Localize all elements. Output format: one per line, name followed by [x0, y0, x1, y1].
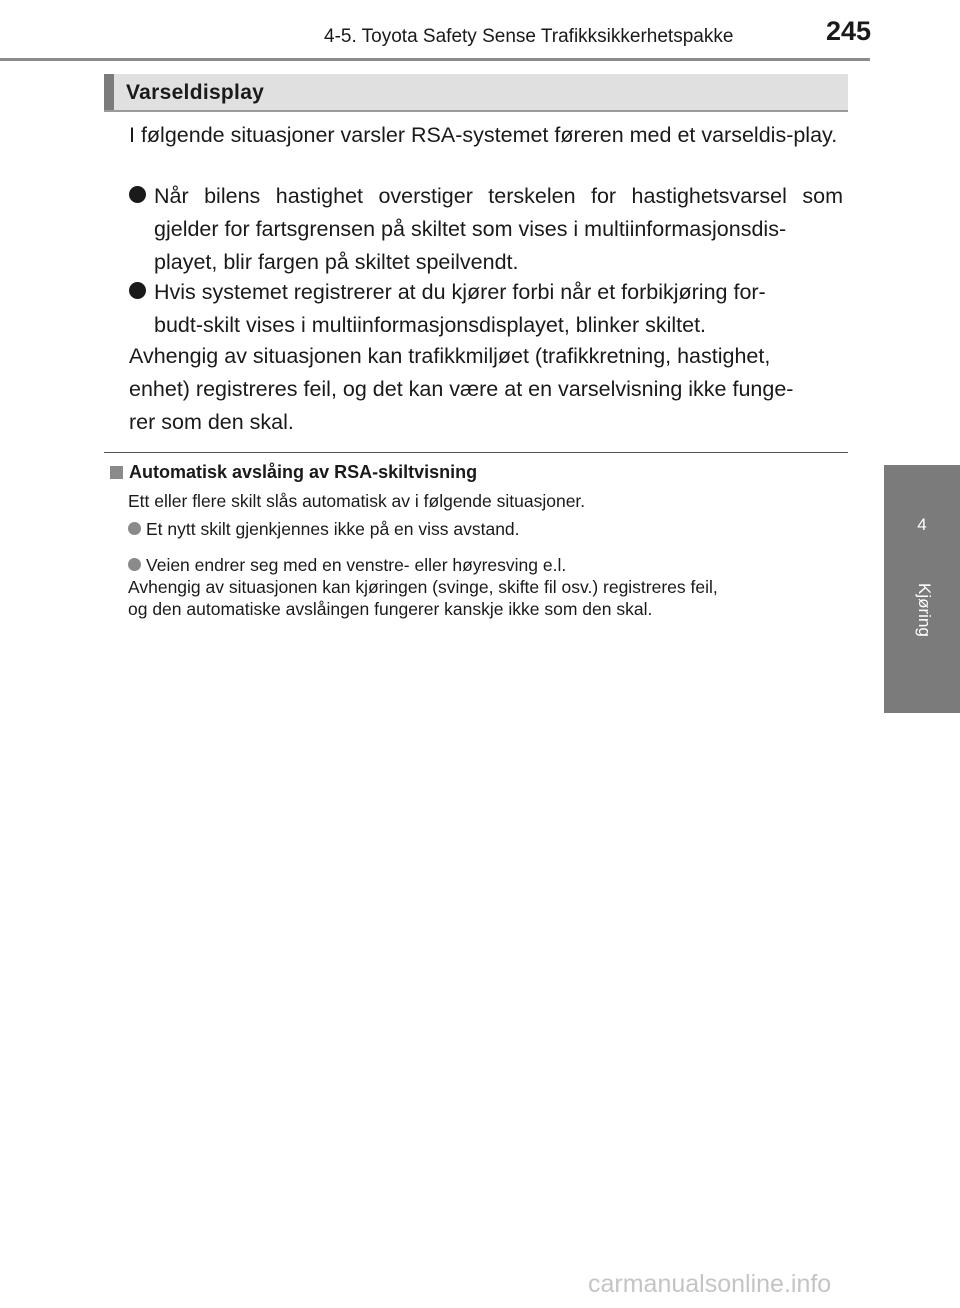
- header-rule: [0, 58, 870, 61]
- bullet-dot-icon: [129, 186, 146, 203]
- note-bullet-text: [146, 554, 848, 576]
- note-bullet-line: Avhengig av situasjonen kan kjøringen (svinge, skifte fil osv.) registreres feil,: [128, 577, 718, 597]
- section-heading-accent: [104, 74, 114, 110]
- note-bullet-line: og den automatiske avslåingen fungerer kanskje ikke som den skal.: [128, 599, 653, 619]
- bullet-dot-icon: [129, 282, 146, 299]
- chapter-tab: [884, 465, 960, 713]
- section-heading-bar: [104, 74, 848, 112]
- section-closing: [129, 340, 843, 439]
- note-bullet-line: Veien endrer seg med en venstre- eller høyresving e.l.: [146, 555, 567, 575]
- bullet-dot-icon: [128, 558, 141, 571]
- section-intro-text: I følgende situasjoner varsler RSA-systemet føreren med et varseldis-play.: [129, 123, 838, 147]
- watermark: carmanualsonline.info: [588, 1270, 832, 1298]
- bullet-line: Hvis systemet registrerer at du kjører forbi når et forbikjøring for-: [154, 280, 766, 304]
- note-intro: [128, 490, 848, 512]
- bullet-line: Når bilens hastighet overstiger terskelen for hastighetsvarsel som: [154, 184, 843, 208]
- header-section-title: 4-5. Toyota Safety Sense Trafikksikkerhetspakke: [324, 26, 734, 47]
- note-intro-text: Ett eller flere skilt slås automatisk av i følgende situasjoner.: [128, 491, 586, 511]
- bullet-line: gjelder for fartsgrensen på skiltet som vises i multiinformasjonsdis-: [154, 217, 787, 241]
- section-intro: [129, 119, 843, 152]
- note-bullet-text: [146, 518, 848, 540]
- bullet-dot-icon: [128, 522, 141, 535]
- note-continuation: [128, 576, 848, 620]
- square-bullet-icon: [110, 466, 123, 479]
- page-header: [0, 0, 960, 60]
- bullet-line: budt-skilt vises i multiinformasjonsdisplayet, blinker skiltet.: [154, 313, 707, 337]
- bullet-line: playet, blir fargen på skiltet speilvendt.: [154, 250, 519, 274]
- page-number: 245: [826, 16, 872, 46]
- chapter-tab-number: 4: [917, 515, 927, 534]
- note-heading-title: Automatisk avslåing av RSA-skiltvisning: [129, 462, 478, 482]
- section-bullet-text: [154, 180, 843, 279]
- closing-line: rer som den skal.: [129, 410, 294, 434]
- chapter-tab-label: Kjøring: [915, 583, 934, 637]
- section-bullet-text: [154, 276, 843, 342]
- section-heading-title: Varseldisplay: [126, 81, 265, 104]
- closing-line: enhet) registreres feil, og det kan være at en varselvisning ikke funge-: [129, 377, 794, 401]
- note-bullet-line: Et nytt skilt gjenkjennes ikke på en viss avstand.: [146, 519, 520, 539]
- section-divider: [104, 452, 848, 453]
- closing-line: Avhengig av situasjonen kan trafikkmiljøet (trafikkretning, hastighet,: [129, 344, 771, 368]
